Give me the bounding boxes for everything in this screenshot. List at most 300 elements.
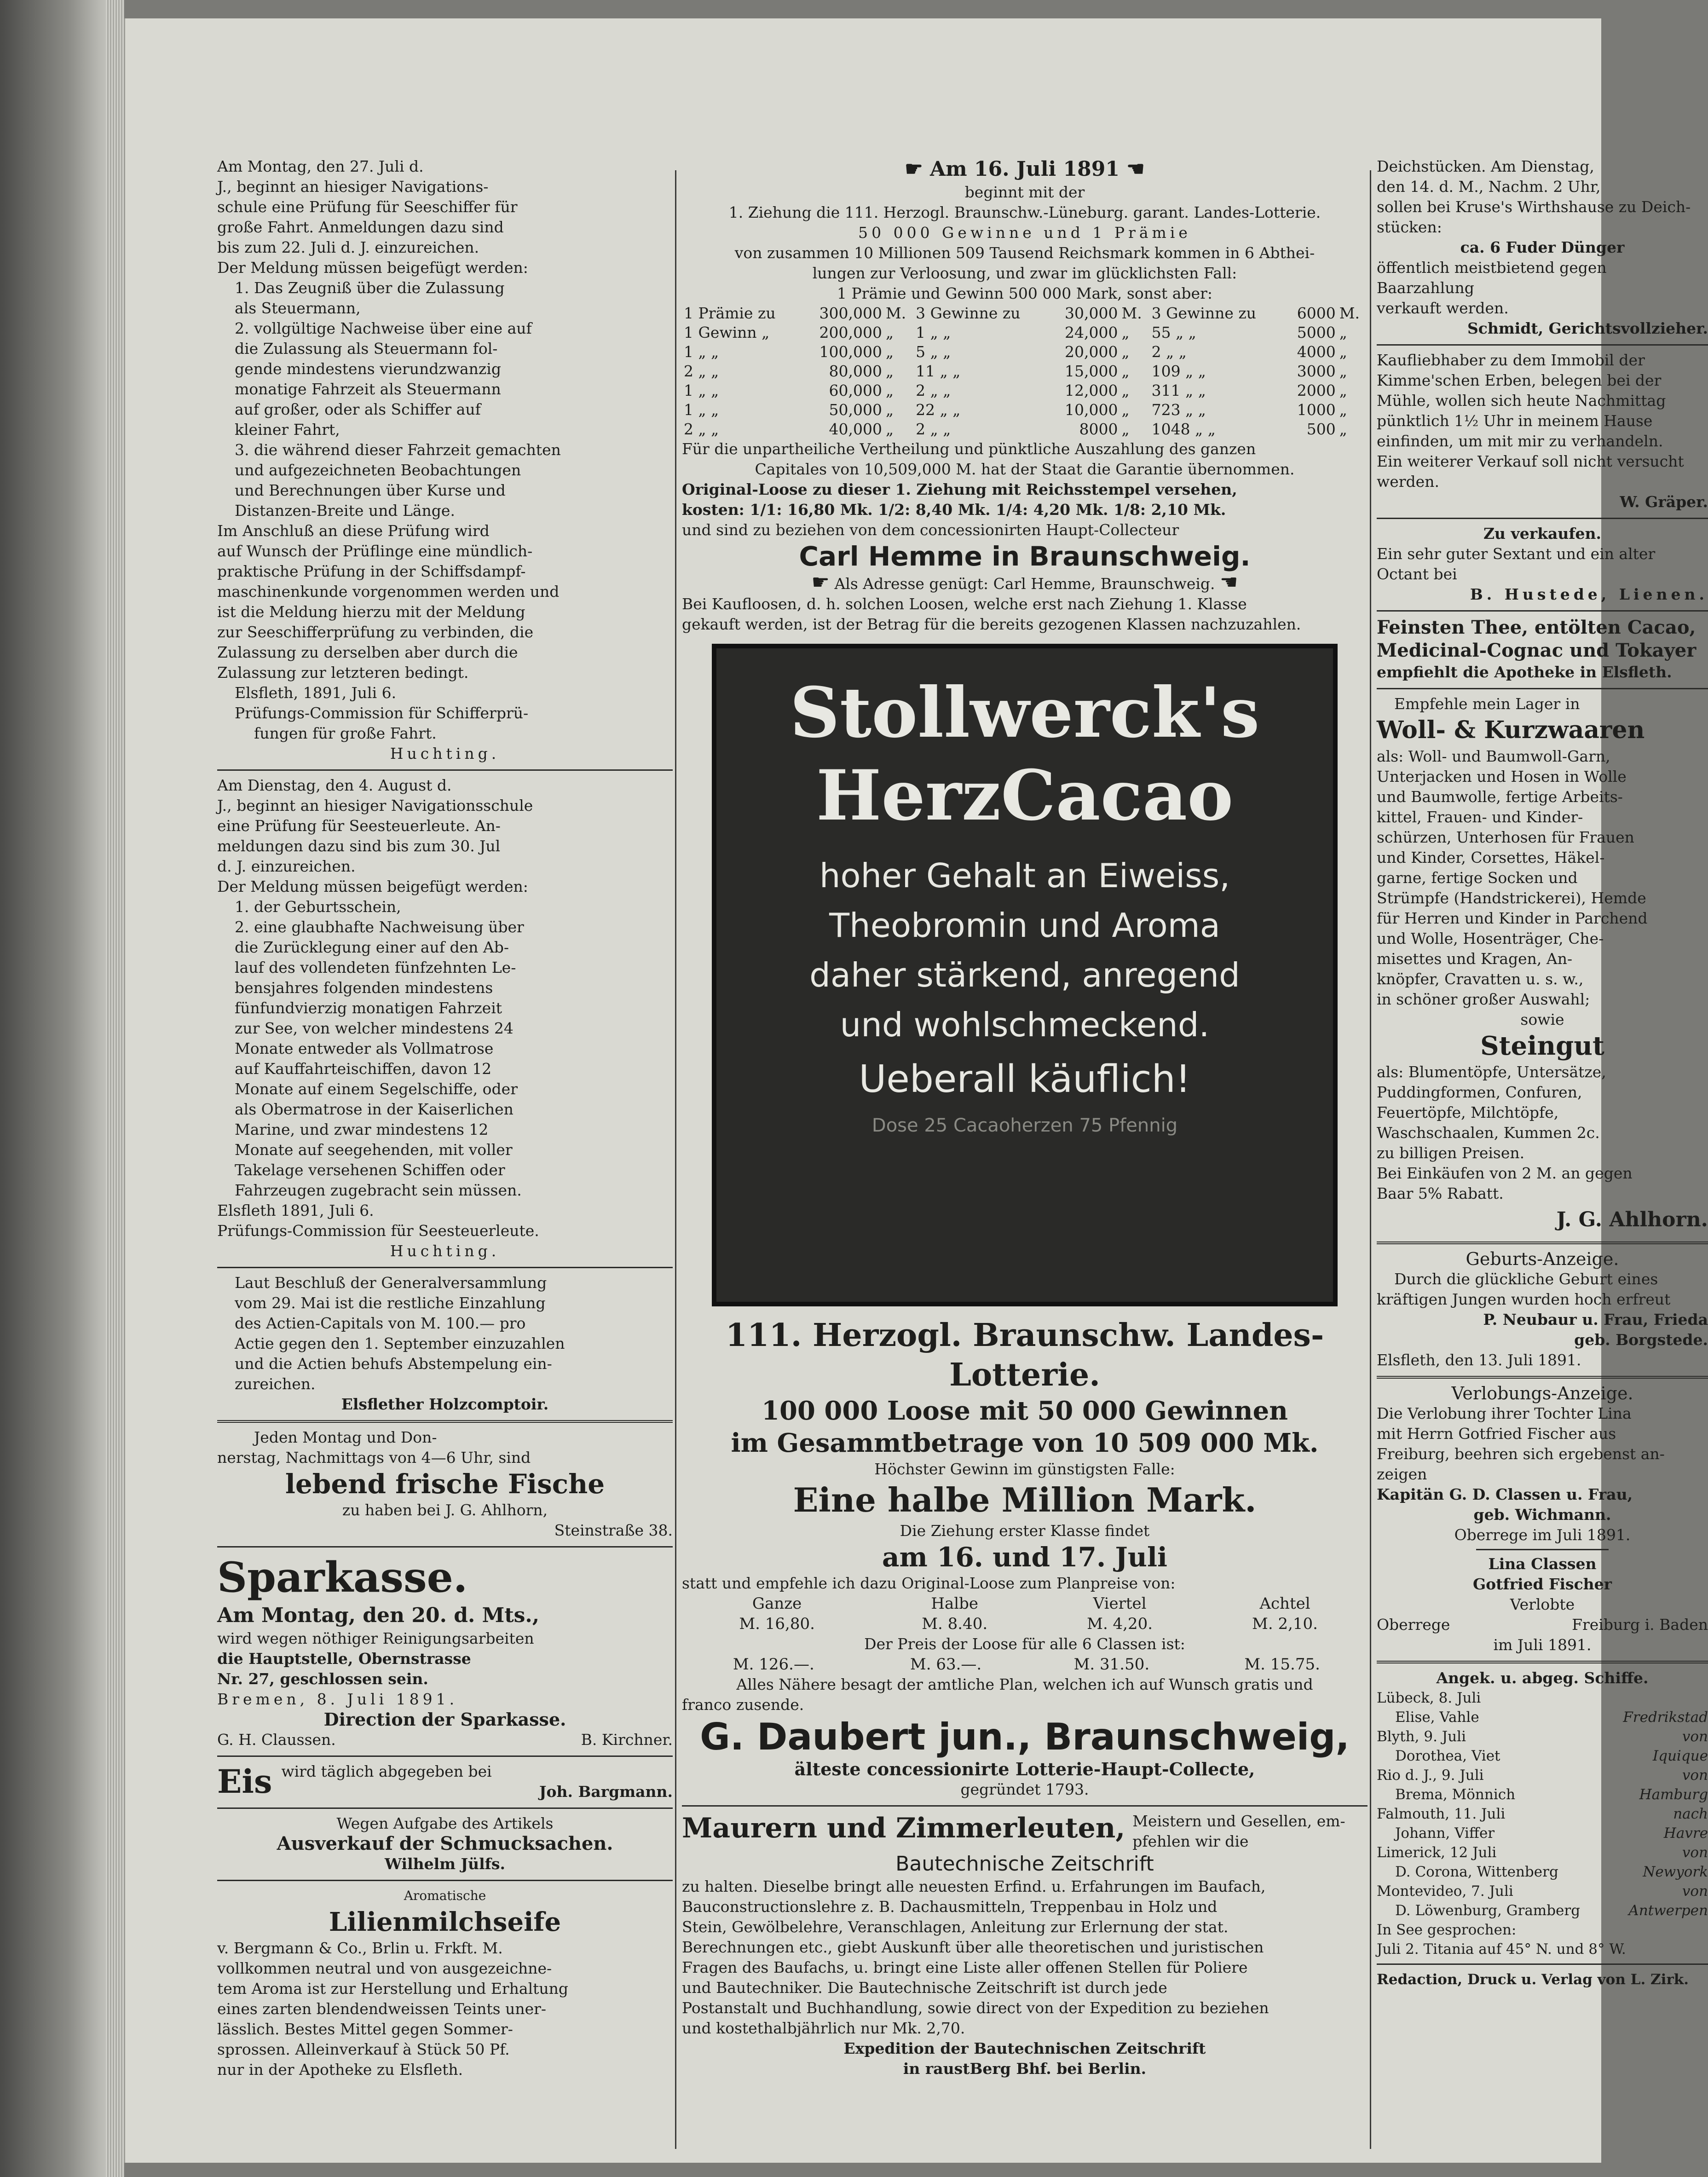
right-column xyxy=(1377,156,1708,1995)
prize-cell: 300,000 xyxy=(819,304,882,322)
ship-row xyxy=(1377,1688,1708,1708)
ship-entry: Brema, Mönnich xyxy=(1395,1786,1516,1803)
divider xyxy=(217,1807,673,1809)
sextant-signature: B. Hustede, Lienen. xyxy=(1470,585,1708,603)
requirement-line: die Zurücklegung einer auf den Ab- xyxy=(235,938,509,956)
text-line: Bauconstructionslehre z. B. Dachausmitteln, Treppenbau in Holz und xyxy=(682,1898,1218,1916)
duenger-line-2: öffentlich meistbietend gegen Baarzahlung xyxy=(1377,259,1607,297)
prize-cell: 2000 xyxy=(1297,381,1336,399)
ad-seeschiffer-exam xyxy=(217,156,673,764)
list-line: Feuertöpfe, Milchtöpfe, xyxy=(1377,1103,1559,1121)
daubert-price-table xyxy=(682,1594,1368,1634)
ad-eis xyxy=(217,1761,673,1802)
sparkasse-signature: Direction der Sparkasse. xyxy=(323,1709,566,1730)
ship-row xyxy=(1377,1746,1708,1766)
prize-cell: 3000 xyxy=(1297,362,1336,380)
prize-cell: 15,000 xyxy=(1065,362,1118,380)
ship-row xyxy=(1377,1766,1708,1785)
geburt-line-4: geb. Borgstede. xyxy=(1574,1331,1708,1349)
text-line: des Actien-Capitals von M. 100.— pro xyxy=(235,1314,526,1332)
ship-entry: Juli 2. Titania auf 45° N. und 8° W. xyxy=(1377,1941,1626,1958)
text-line: den 14. d. M., Nachm. 2 Uhr, xyxy=(1377,178,1601,196)
prize-cell: 60,000 xyxy=(829,381,882,399)
ship-row xyxy=(1377,1708,1708,1727)
bau-text xyxy=(682,1877,1368,2038)
ship-row xyxy=(1377,1940,1708,1959)
steuerleute-place-date: Elsfleth 1891, Juli 6. xyxy=(217,1201,374,1219)
price-cell: Ganze xyxy=(752,1594,802,1613)
text-line: Laut Beschluß der Generalversammlung xyxy=(235,1274,547,1292)
prize-cell: 12,000 xyxy=(1065,381,1118,399)
bau-signature-2: in raustBerg Bhf. bei Berlin. xyxy=(903,2060,1147,2078)
daubert-seller-3: gegründet 1793. xyxy=(960,1780,1089,1798)
prize-cell: „ xyxy=(886,401,894,419)
verlobung-label: Verlobte xyxy=(1510,1595,1575,1613)
ship-entry: Dorothea, Viet xyxy=(1395,1748,1500,1764)
requirement-line: Takelage versehenen Schiffen oder xyxy=(235,1161,505,1179)
prize-cell: 8000 xyxy=(1079,420,1118,438)
fische-headline: lebend frische Fische xyxy=(285,1468,605,1500)
list-line: als: Woll- und Baumwoll-Garn, xyxy=(1377,747,1610,765)
sparkasse-name-2: B. Kirchner. xyxy=(581,1731,673,1749)
sparkasse-subhead: Am Montag, den 20. d. Mts., xyxy=(217,1604,540,1627)
requirement-line: als Obermatrose in der Kaiserlichen xyxy=(235,1100,514,1118)
divider xyxy=(1476,1549,1609,1550)
sparkasse-headline: Sparkasse. xyxy=(217,1553,468,1602)
ship-row xyxy=(1377,1785,1708,1804)
prize-row xyxy=(682,342,1368,362)
prize-cell: 2 „ „ xyxy=(684,362,719,380)
requirement-line: Monate auf seegehenden, mit voller xyxy=(235,1141,513,1159)
divider xyxy=(217,769,673,771)
prize-cell: 109 „ „ xyxy=(1151,362,1206,380)
list-line: Bei Einkäufen von 2 M. an gegen xyxy=(1377,1164,1633,1182)
text-line: Mühle, wollen sich heute Nachmittag xyxy=(1377,392,1666,410)
steuerleute-signature-1: Prüfungs-Commission für Seesteuerleute. xyxy=(217,1222,539,1240)
steuerleute-requirements xyxy=(217,897,673,1201)
verlobung-sig-1: Kapitän G. D. Classen u. Frau, xyxy=(1377,1485,1633,1503)
lottery-line-2: 1. Ziehung die 111. Herzogl. Braunschw.-Lüneburg. garant. Landes-Lotterie. xyxy=(728,203,1321,221)
divider xyxy=(1377,1963,1708,1965)
list-line: für Herren und Kinder in Parchend xyxy=(1377,909,1648,927)
requirement-line: kleiner Fahrt, xyxy=(235,421,340,439)
price-cell: M. 63.—. xyxy=(910,1655,982,1674)
divider xyxy=(1377,1661,1708,1663)
divider xyxy=(682,1805,1368,1807)
apotheke-line-1: empfiehlt die Apotheke in Elsfleth. xyxy=(1377,663,1672,681)
sextant-headline: Zu verkaufen. xyxy=(1483,525,1602,543)
ships-list xyxy=(1377,1668,1708,1990)
prize-cell: 200,000 xyxy=(819,323,882,341)
prize-cell: „ xyxy=(1121,362,1130,380)
text-line: maschinenkunde vorgenommen werden und xyxy=(217,583,560,601)
prize-row xyxy=(682,362,1368,381)
prize-cell: 50,000 xyxy=(829,401,882,419)
prize-cell: „ xyxy=(886,381,894,399)
sparkasse-line-1: wird wegen nöthiger Reinigungsarbeiten xyxy=(217,1629,534,1647)
ad-immobil xyxy=(1377,350,1708,512)
ship-row xyxy=(1377,1901,1708,1920)
holzcomptoir-signature: Elsflether Holzcomptoir. xyxy=(341,1395,549,1413)
divider xyxy=(1377,688,1708,689)
daubert-line-5: Die Ziehung erster Klasse findet xyxy=(900,1522,1150,1540)
ship-row xyxy=(1377,1824,1708,1843)
ship-row xyxy=(1377,1843,1708,1862)
geburt-line-1: Durch die glückliche Geburt eines xyxy=(1394,1270,1658,1288)
text-line: werden. xyxy=(1377,473,1439,491)
ad-fische xyxy=(217,1427,673,1541)
requirement-line: 2. vollgültige Nachweise über eine auf xyxy=(235,319,532,337)
verlobung-name-2: Gotfried Fischer xyxy=(1472,1575,1612,1593)
lottery-line-3: 50 000 Gewinne und 1 Prämie xyxy=(858,224,1191,242)
divider xyxy=(1377,344,1708,346)
lottery-seller: Carl Hemme in Braunschweig. xyxy=(799,541,1251,572)
text-line: v. Bergmann & Co., Brlin u. Frkft. M. xyxy=(217,1939,503,1957)
text-line: mit Herrn Gotfried Fischer aus xyxy=(1377,1425,1616,1443)
prize-cell: „ xyxy=(886,323,894,341)
price-cell: M. 8.40. xyxy=(922,1615,988,1633)
ad-lottery-daubert xyxy=(682,1316,1368,1800)
text-line: und Bautechniker. Die Bautechnische Zeitschrift ist durch jede xyxy=(682,1979,1167,1997)
verlobung-places xyxy=(1377,1615,1708,1635)
kurzwaaren-headline: Woll- & Kurzwaaren xyxy=(1377,716,1645,744)
requirement-line: lauf des vollendeten fünfzehnten Le- xyxy=(235,959,516,976)
exam-intro xyxy=(217,156,673,278)
ship-destination: Newyork xyxy=(1643,1864,1708,1880)
prize-cell: „ xyxy=(1121,343,1130,361)
verlobung-date: im Juli 1891. xyxy=(1493,1636,1592,1654)
ship-destination: nach xyxy=(1673,1806,1708,1822)
prize-cell: 1 „ „ xyxy=(916,323,951,341)
list-line: zu billigen Preisen. xyxy=(1377,1144,1525,1162)
list-line: und Kinder, Corsettes, Häkel- xyxy=(1377,849,1605,866)
text-line: schule eine Prüfung für Seeschiffer für xyxy=(217,198,518,216)
prize-cell: 500 xyxy=(1306,420,1336,438)
price-cell: M. 4,20. xyxy=(1087,1615,1153,1633)
divider xyxy=(1377,1242,1708,1244)
daubert-seller-2: älteste concessionirte Lotterie-Haupt-Collecte, xyxy=(794,1759,1255,1779)
text-line: J., beginnt an hiesiger Navigations- xyxy=(217,178,489,196)
prize-cell: „ xyxy=(1121,323,1130,341)
seife-headline: Lilienmilchseife xyxy=(329,1907,561,1937)
price-cell: M. 126.—. xyxy=(733,1655,814,1674)
text-line: vom 29. Mai ist die restliche Einzahlung xyxy=(235,1294,546,1312)
prize-cell: 3 Gewinne zu xyxy=(916,304,1021,322)
exam-place-date: Elsfleth, 1891, Juli 6. xyxy=(235,684,397,702)
list-line: und Wolle, Hosenträger, Che- xyxy=(1377,930,1604,947)
prize-cell: 5000 xyxy=(1297,323,1336,341)
text-line: zur Seeschifferprüfung zu verbinden, die xyxy=(217,623,534,641)
exam-requirements xyxy=(217,278,673,521)
verlobung-name-1: Lina Classen xyxy=(1488,1555,1597,1573)
text-line: Postanstalt und Buchhandlung, sowie direct von der Expedition zu beziehen xyxy=(682,1999,1269,2017)
lottery-text-3: Original-Loose zu dieser 1. Ziehung mit Reichsstempel versehen, xyxy=(682,480,1237,498)
pointing-hand-left-icon: ☚ xyxy=(1126,157,1145,181)
steuerleute-intro xyxy=(217,775,673,897)
requirement-line: und Berechnungen über Kurse und xyxy=(235,481,506,499)
ausverkauf-line-1: Wegen Aufgabe des Artikels xyxy=(336,1814,554,1832)
list-line: und Baumwolle, fertige Arbeits- xyxy=(1377,788,1623,806)
prize-cell: 1 Prämie zu xyxy=(684,304,776,322)
divider xyxy=(1377,610,1708,612)
ship-row xyxy=(1377,1862,1708,1882)
text-line: lässlich. Bestes Mittel gegen Sommer- xyxy=(217,2020,513,2038)
price-row xyxy=(682,1614,1368,1634)
text-line: und die Actien behufs Abstempelung ein- xyxy=(235,1355,552,1373)
requirement-line: auf großer, oder als Schiffer auf xyxy=(235,400,481,418)
ad-duenger-auction xyxy=(1377,156,1708,339)
duenger-signature: Schmidt, Gerichtsvollzieher. xyxy=(1467,319,1708,337)
cacao-product: HerzCacao xyxy=(816,755,1234,836)
text-line: zeigen xyxy=(1377,1465,1427,1483)
prize-cell: 2 „ „ xyxy=(916,381,951,399)
text-line: große Fahrt. Anmeldungen dazu sind xyxy=(217,218,504,236)
bau-head-3: pfehlen wir die xyxy=(1132,1832,1249,1850)
requirement-line: 2. eine glaubhafte Nachweisung über xyxy=(235,918,524,936)
list-line: garne, fertige Socken und xyxy=(1377,869,1578,887)
ships-rows xyxy=(1377,1688,1708,1959)
daubert-line-3: Höchster Gewinn im günstigsten Falle: xyxy=(874,1460,1175,1478)
sparkasse-line-3: Nr. 27, geschlossen sein. xyxy=(217,1670,428,1688)
cacao-line-3: hoher Gehalt an Eiweiss, xyxy=(819,856,1230,895)
sparkasse-name-1: G. H. Claussen. xyxy=(217,1731,336,1749)
eis-headline: Eis xyxy=(217,1762,272,1801)
prize-row xyxy=(682,304,1368,323)
divider xyxy=(217,1880,673,1881)
ad-stollwerck-cacao xyxy=(712,644,1338,1306)
fische-line-3: zu haben bei J. G. Ahlhorn, xyxy=(342,1501,548,1519)
price-cell: M. 15.75. xyxy=(1244,1655,1320,1674)
immobil-signature: W. Gräper. xyxy=(1620,493,1708,511)
text-line: ist die Meldung hierzu mit der Meldung xyxy=(217,603,525,621)
text-line: Zulassung zu derselben aber durch die xyxy=(217,643,518,661)
text-line: Am Dienstag, den 4. August d. xyxy=(217,776,452,794)
ship-entry: Johann, Viffer xyxy=(1395,1825,1495,1842)
prize-cell: 723 „ „ xyxy=(1151,401,1206,419)
prize-cell: 10,000 xyxy=(1065,401,1118,419)
seife-text xyxy=(217,1938,673,2080)
prize-row xyxy=(682,323,1368,342)
prize-cell: 80,000 xyxy=(829,362,882,380)
daubert-line-10: franco zusende. xyxy=(682,1696,804,1714)
pointing-hand-icon: ☛ xyxy=(905,157,923,181)
text-line: Deichstücken. Am Dienstag, xyxy=(1377,157,1594,175)
sparkasse-names xyxy=(217,1730,673,1750)
list-line: Waschschaalen, Kummen 2c. xyxy=(1377,1124,1600,1142)
bau-title: Bautechnische Zeitschrift xyxy=(895,1852,1154,1876)
text-line: eines zarten blendendweissen Teints uner- xyxy=(217,2000,547,2018)
prize-row xyxy=(682,420,1368,439)
prize-cell: M. xyxy=(886,304,906,322)
prize-cell: „ xyxy=(1339,401,1347,419)
requirement-line: Monate entweder als Vollmatrose xyxy=(235,1039,494,1057)
lottery-text-5: und sind zu beziehen von dem concessionirten Haupt-Collecteur xyxy=(682,521,1179,539)
prize-cell: 24,000 xyxy=(1065,323,1118,341)
price-cell: M. 2,10. xyxy=(1252,1615,1318,1633)
prize-cell: 2 „ „ xyxy=(1151,343,1187,361)
text-line: J., beginnt an hiesiger Navigationsschule xyxy=(217,797,533,814)
price-cell: Achtel xyxy=(1259,1594,1310,1613)
daubert-headline: 111. Herzogl. Braunschw. Landes-Lotterie. xyxy=(725,1317,1324,1393)
cacao-line-8: Dose 25 Cacaoherzen 75 Pfennig xyxy=(871,1115,1178,1136)
prize-cell: 22 „ „ xyxy=(916,401,961,419)
text-line: praktische Prüfung in der Schiffsdampf- xyxy=(217,562,526,580)
divider xyxy=(217,1755,673,1757)
divider xyxy=(1377,518,1708,519)
text-line: Actie gegen den 1. September einzuzahlen xyxy=(235,1334,565,1352)
text-line: d. J. einzureichen. xyxy=(217,857,356,875)
ship-destination: Havre xyxy=(1663,1825,1708,1842)
requirement-line: 3. die während dieser Fahrzeit gemachten xyxy=(235,441,561,459)
ad-sextant xyxy=(1377,524,1708,605)
requirement-line: bensjahres folgenden mindestens xyxy=(235,979,493,997)
text-line: nur in der Apotheke zu Elsfleth. xyxy=(217,2061,463,2079)
ship-destination: von xyxy=(1682,1728,1708,1745)
requirement-line: die Zulassung als Steuermann fol- xyxy=(235,340,498,358)
list-line: knöpfer, Cravatten u. s. w., xyxy=(1377,970,1584,988)
list-line: kittel, Frauen- und Kinder- xyxy=(1377,808,1583,826)
text-line: auf Wunsch der Prüflinge eine mündlich- xyxy=(217,542,533,560)
ad-holzcomptoir xyxy=(217,1273,673,1415)
duenger-line-3: verkauft werden. xyxy=(1377,299,1509,317)
requirement-line: fünfundvierzig monatigen Fahrzeit xyxy=(235,999,502,1017)
daubert-line-9: Alles Nähere besagt der amtliche Plan, welchen ich auf Wunsch gratis und xyxy=(736,1675,1313,1693)
prize-cell: „ xyxy=(1339,343,1347,361)
prize-cell: 4000 xyxy=(1297,343,1336,361)
ship-destination: Iquique xyxy=(1652,1748,1708,1764)
ad-steuerleute-exam xyxy=(217,775,673,1261)
geburt-headline: Geburts-Anzeige. xyxy=(1466,1249,1619,1269)
seife-pre: Aromatische xyxy=(404,1888,486,1903)
lottery-prices: kosten: 1/1: 16,80 Mk. 1/2: 8,40 Mk. 1/4: 4,20 Mk. 1/8: 2,10 Mk. xyxy=(682,501,1226,519)
immobil-text xyxy=(1377,350,1708,492)
ad-sparkasse xyxy=(217,1552,673,1750)
exam-appendix xyxy=(217,521,673,683)
prize-cell: M. xyxy=(1339,304,1360,322)
daubert-line-1: 100 000 Loose mit 50 000 Gewinnen xyxy=(762,1396,1288,1426)
daubert-line-7: statt und empfehle ich dazu Original-Loose zum Planpreise von: xyxy=(682,1574,1176,1592)
cacao-line-6: und wohlschmeckend. xyxy=(840,1005,1210,1044)
lottery-address: Als Adresse genügt: Carl Hemme, Braunschweig. xyxy=(834,575,1215,593)
prize-cell: 2 „ „ xyxy=(916,420,951,438)
ad-bautechnische-zeitschrift xyxy=(682,1811,1368,2079)
verlobung-sig-3: Oberrege im Juli 1891. xyxy=(1454,1526,1631,1544)
prize-cell: „ xyxy=(1339,381,1347,399)
text-line: Berechnungen etc., giebt Auskunft über alle theoretischen und juristischen xyxy=(682,1938,1264,1956)
list-line: schürzen, Unterhosen für Frauen xyxy=(1377,828,1634,846)
steingut-list xyxy=(1377,1062,1708,1204)
holzcomptoir-text xyxy=(217,1273,673,1394)
prize-cell: „ xyxy=(886,343,894,361)
exam-signature-3: Huchting. xyxy=(390,745,500,762)
lottery-date: Am 16. Juli 1891 xyxy=(930,157,1119,181)
ship-entry: D. Corona, Wittenberg xyxy=(1395,1864,1558,1880)
divider xyxy=(217,1267,673,1268)
lottery-line-4: von zusammen 10 Millionen 509 Tausend Reichsmark kommen in 6 Abthei- xyxy=(734,244,1315,262)
prize-cell: 30,000 xyxy=(1065,304,1118,322)
text-line: Im Anschluß an diese Prüfung wird xyxy=(217,522,490,540)
text-line: Freiburg, beehren sich ergebenst an- xyxy=(1377,1445,1665,1463)
ad-apotheke xyxy=(1377,616,1708,682)
ship-destination: Fredrikstad xyxy=(1623,1709,1708,1726)
kurzwaaren-sowie: sowie xyxy=(1520,1011,1564,1028)
ad-ahlhorn-kurzwaaren xyxy=(1377,694,1708,1236)
text-line: Fragen des Baufachs, u. bringt eine Liste aller offenen Stellen für Poliere xyxy=(682,1958,1248,1976)
requirement-line: 1. der Geburtsschein, xyxy=(235,898,401,916)
cacao-line-7: Ueberall käuflich! xyxy=(859,1057,1191,1101)
text-line: stücken: xyxy=(1377,218,1442,236)
price-cell: M. 16,80. xyxy=(739,1615,815,1633)
price-cell: Viertel xyxy=(1093,1594,1147,1613)
requirement-line: und aufgezeichneten Beobachtungen xyxy=(235,461,521,479)
daubert-line-6: am 16. und 17. Juli xyxy=(882,1542,1168,1573)
text-line: zu halten. Dieselbe bringt alle neuesten Erfind. u. Erfahrungen im Baufach, xyxy=(682,1877,1266,1895)
text-line: eine Prüfung für Seesteuerleute. An- xyxy=(217,817,501,835)
kurzwaaren-signature: J. G. Ahlhorn. xyxy=(1556,1208,1708,1231)
requirement-line: gende mindestens vierundzwanzig xyxy=(235,360,501,378)
price-header-row xyxy=(682,1594,1368,1614)
prize-cell: 1 Gewinn „ xyxy=(684,323,770,341)
ad-ausverkauf xyxy=(217,1813,673,1874)
text-line: meldungen dazu sind bis zum 30. Jul xyxy=(217,837,501,855)
cacao-line-4: Theobromin und Aroma xyxy=(829,906,1220,945)
eis-line-1: wird täglich abgegeben bei xyxy=(281,1762,492,1780)
requirement-line: zur See, von welcher mindestens 24 xyxy=(235,1019,514,1037)
ship-entry: Montevideo, 7. Juli xyxy=(1377,1883,1513,1900)
prize-cell: 6000 xyxy=(1297,304,1336,322)
list-line: Strümpfe (Handstrickerei), Hemde xyxy=(1377,889,1646,907)
column-rule-right xyxy=(1370,170,1371,2149)
book-binding xyxy=(0,0,124,2177)
list-line: Baar 5% Rabatt. xyxy=(1377,1184,1504,1202)
geburt-line-3: P. Neubaur u. Frau, Frieda xyxy=(1483,1311,1708,1328)
prize-cell: 5 „ „ xyxy=(916,343,951,361)
verlobung-headline: Verlobungs-Anzeige. xyxy=(1451,1383,1633,1403)
requirement-line: Fahrzeugen zugebracht sein müssen. xyxy=(235,1181,522,1199)
list-line: misettes und Kragen, An- xyxy=(1377,950,1573,968)
kurzwaaren-line-1: Empfehle mein Lager in xyxy=(1394,695,1580,713)
prize-row xyxy=(682,381,1368,400)
sextant-line-1: Ein sehr guter Sextant und ein alter xyxy=(1377,545,1656,563)
text-line: tem Aroma ist zur Herstellung und Erhaltung xyxy=(217,1980,569,1998)
daubert-seller: G. Daubert jun., Braunschweig, xyxy=(700,1715,1350,1758)
daubert-line-2: im Gesammtbetrage von 10 509 000 Mk. xyxy=(731,1428,1319,1458)
text-line: vollkommen neutral und von ausgezeichne- xyxy=(217,1959,552,1977)
ship-row xyxy=(1377,1920,1708,1940)
bau-head-2: Meistern und Gesellen, em- xyxy=(1132,1812,1345,1830)
lottery-line-6: 1 Prämie und Gewinn 500 000 Mark, sonst aber: xyxy=(837,284,1212,302)
prize-cell: „ xyxy=(1121,420,1130,438)
lottery-text-2: Capitales von 10,509,000 M. hat der Staat die Garantie übernommen. xyxy=(755,460,1295,478)
prize-cell: 20,000 xyxy=(1065,343,1118,361)
text-line: Kimme'schen Erben, belegen bei der xyxy=(1377,371,1662,389)
bau-headline: Maurern und Zimmerleuten, xyxy=(682,1812,1125,1844)
prize-cell: 1 „ „ xyxy=(684,381,719,399)
lottery-date-line xyxy=(682,156,1368,182)
lottery-text-1: Für die unpartheiliche Vertheilung und pünktliche Auszahlung des ganzen xyxy=(682,440,1256,458)
prize-cell: M. xyxy=(1121,304,1142,322)
price-row xyxy=(682,1654,1368,1675)
ship-entry: D. Löwenburg, Gramberg xyxy=(1395,1902,1581,1919)
ad-lilienmilchseife xyxy=(217,1886,673,2080)
column-rule-left xyxy=(675,170,676,2149)
fische-line-1: Jeden Montag und Don- xyxy=(254,1428,437,1446)
prize-cell: 311 „ „ xyxy=(1151,381,1206,399)
text-line: sollen bei Kruse's Wirthshause zu Deich- xyxy=(1377,198,1691,216)
middle-column xyxy=(682,156,1368,2085)
apotheke-headline-1: Feinsten Thee, entölten Cacao, xyxy=(1377,617,1696,638)
fische-line-2: nerstag, Nachmittags von 4—6 Uhr, sind xyxy=(217,1449,531,1467)
